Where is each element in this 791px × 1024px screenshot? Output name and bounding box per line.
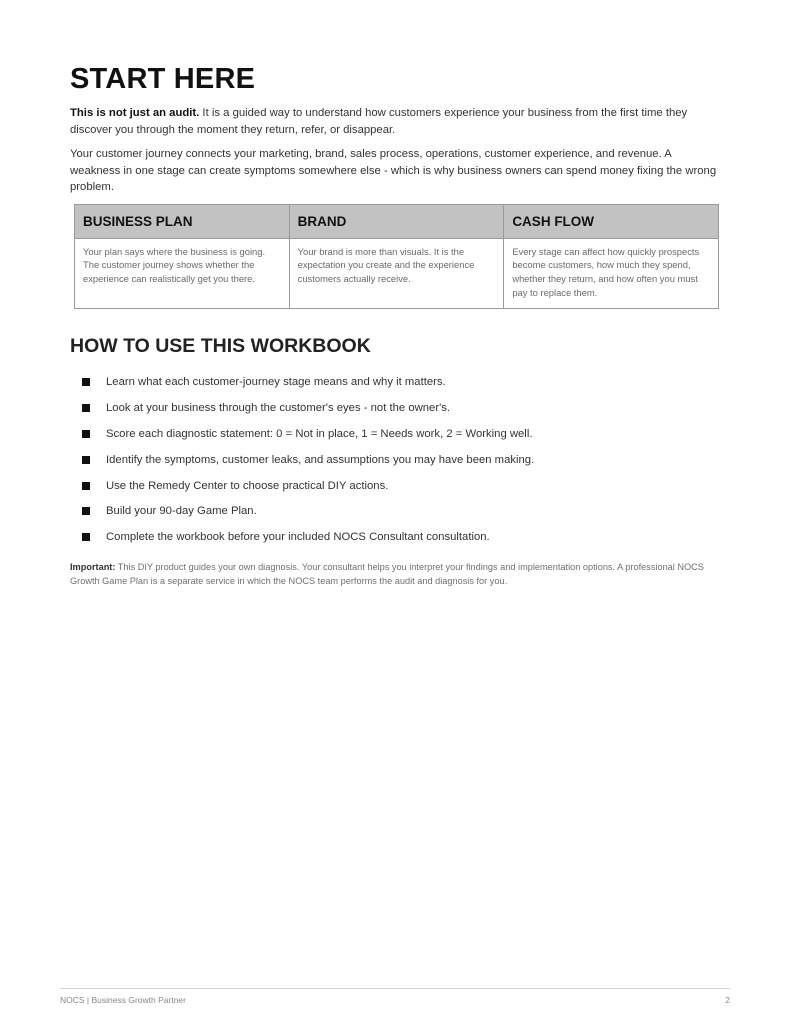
square-bullet-icon — [82, 507, 90, 515]
list-item — [70, 421, 722, 447]
list-item — [70, 473, 722, 499]
square-bullet-icon — [82, 533, 90, 541]
page-title: START HERE — [70, 63, 256, 95]
square-bullet-icon — [82, 430, 90, 438]
intro-paragraph — [70, 105, 722, 138]
pillars-body-row — [75, 238, 719, 308]
square-bullet-icon — [82, 482, 90, 490]
square-bullet-icon — [82, 404, 90, 412]
important-label: Important: — [70, 562, 116, 573]
pillars-header-row — [75, 204, 719, 238]
list-item — [70, 447, 722, 473]
how-to-heading: HOW TO USE THIS WORKBOOK — [70, 334, 371, 357]
important-note — [70, 560, 722, 589]
square-bullet-icon — [82, 378, 90, 386]
page-number: 2 — [725, 995, 730, 1005]
pillars-table — [74, 204, 719, 309]
list-item-text: Identify the symptoms, customer leaks, and assumptions you may have been making. — [106, 453, 535, 466]
list-item-text: Score each diagnostic statement: 0 = Not in place, 1 = Needs work, 2 = Working well. — [106, 427, 533, 440]
list-item — [70, 370, 722, 396]
list-item-text: Learn what each customer-journey stage means and why it matters. — [106, 376, 446, 389]
list-item-text: Use the Remedy Center to choose practical DIY actions. — [106, 479, 389, 492]
list-item-text: Build your 90-day Game Plan. — [106, 505, 257, 518]
pillar-text-business-plan: Your plan says where the business is going. The customer journey shows whether the experience can realistically get you there. — [75, 238, 290, 308]
intro-lead-text: It is a guided way to understand how customers experience your business from the first time they discover you through the moment they return, refer, or disappear. — [70, 107, 688, 136]
pillar-heading-business-plan: BUSINESS PLAN — [75, 204, 290, 238]
important-text: This DIY product guides your own diagnosis. Your consultant helps you interpret your findings and implementation options. A professional NOCS Growth Game Plan is a separate service in which the NOCS team performs the audit and diagnosis for you. — [70, 562, 704, 587]
list-item — [70, 524, 722, 550]
page-content — [70, 62, 722, 589]
footer-brand: NOCS | Business Growth Partner — [60, 995, 186, 1005]
intro-lead-bold: This is not just an audit. — [70, 107, 200, 119]
page-footer — [60, 988, 730, 1005]
pillar-heading-cash-flow: CASH FLOW — [504, 204, 719, 238]
square-bullet-icon — [82, 456, 90, 464]
pillar-text-cash-flow: Every stage can affect how quickly prospects become customers, how much they spend, whether they return, and how often you must pay to replace them. — [504, 238, 719, 308]
pillar-text-brand: Your brand is more than visuals. It is the expectation you create and the experience customers actually receive. — [289, 238, 504, 308]
list-item — [70, 498, 722, 524]
list-item — [70, 395, 722, 421]
journey-paragraph: Your customer journey connects your marketing, brand, sales process, operations, customer experience, and revenue. A weakness in one stage can create symptoms somewhere else - which is why business owners can spend money fixing the wrong problem. — [70, 148, 717, 193]
how-to-list — [70, 370, 722, 551]
list-item-text: Complete the workbook before your included NOCS Consultant consultation. — [106, 531, 490, 544]
pillar-heading-brand: BRAND — [289, 204, 504, 238]
list-item-text: Look at your business through the customer's eyes - not the owner's. — [106, 402, 451, 415]
